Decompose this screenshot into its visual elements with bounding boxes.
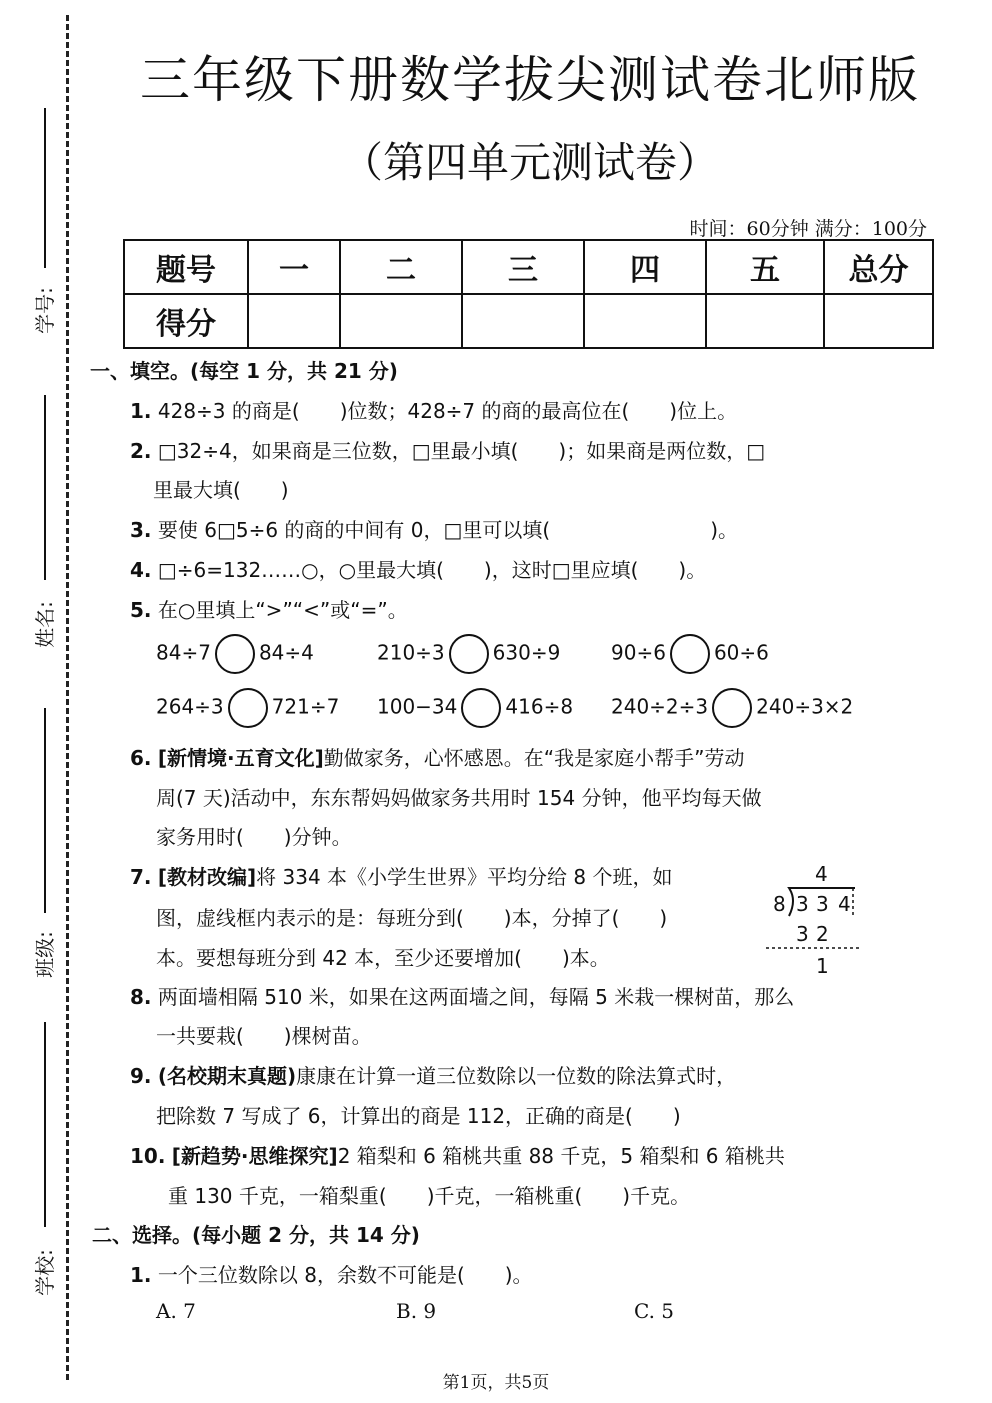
section1-title: 一、填空。(每空 1 分，共 21 分) [90, 359, 398, 383]
class-underline [44, 708, 46, 913]
table-cell: 四 [584, 240, 706, 294]
table-cell: 五 [706, 240, 824, 294]
score-table-header-row [124, 240, 933, 294]
division-dividend-digit: 4 [838, 892, 851, 916]
compare-circle[interactable] [215, 634, 255, 674]
question-9 [130, 1060, 736, 1089]
option-c[interactable]: C. 5 [634, 1299, 675, 1323]
question-5 [130, 594, 408, 623]
school-underline [44, 1022, 46, 1227]
question-text: □÷6=132……○，○里最大填( )，这时□里应填( )。 [157, 558, 707, 582]
compare-circle[interactable] [228, 688, 268, 728]
question-number: 8. [130, 985, 152, 1009]
question-text: 两面墙相隔 510 米，如果在这两面墙之间，每隔 5 米栽一棵树苗，那么 [157, 985, 795, 1009]
question-6 [130, 742, 745, 771]
compare-item [156, 688, 339, 728]
question-7-continued: 本。要想每班分到 42 本，至少还要增加( )本。 [156, 946, 610, 970]
question-7-continued: 图，虚线框内表示的是：每班分到( )本，分掉了( ) [156, 906, 668, 930]
compare-item [611, 688, 853, 728]
score-input-cell[interactable] [462, 294, 584, 348]
name-underline [44, 395, 46, 580]
question-10 [130, 1140, 785, 1169]
question-9-continued: 把除数 7 写成了 6，计算出的商是 112，正确的商是( ) [156, 1104, 681, 1128]
expression: 90÷6 [611, 640, 666, 665]
question-tag: [新趋势·思维探究] [171, 1144, 338, 1168]
question-6-continued: 周(7 天)活动中，东东帮妈妈做家务共用时 154 分钟，他平均每天做 [156, 786, 762, 810]
page-subtitle: （第四单元测试卷） [340, 138, 719, 187]
score-input-cell[interactable] [706, 294, 824, 348]
compare-circle[interactable] [449, 634, 489, 674]
expression: 84÷7 [156, 640, 211, 665]
question-10-continued: 重 130 千克，一箱梨重( )千克，一箱桃重( )千克。 [168, 1184, 691, 1208]
division-divisor: 8 [773, 892, 786, 916]
question-number: 4. [130, 558, 152, 582]
division-dividend-digit: 3 [796, 892, 809, 916]
score-input-cell[interactable] [340, 294, 462, 348]
division-subtract-digit: 2 [816, 922, 829, 946]
binding-dashed-line [66, 15, 69, 1380]
division-quotient: 4 [815, 862, 828, 886]
student-id-underline [44, 108, 46, 268]
compare-item [611, 634, 769, 674]
section2-title: 二、选择。(每小题 2 分，共 14 分) [92, 1223, 420, 1247]
question-tag: [教材改编] [157, 865, 257, 889]
question-6-continued: 家务用时( )分钟。 [156, 825, 352, 849]
question-tag: (名校期末真题) [157, 1064, 297, 1088]
question-text: 在○里填上“>”“<”或“=”。 [157, 598, 408, 622]
expression: 630÷9 [492, 640, 561, 665]
question-1 [130, 395, 737, 424]
option-b[interactable]: B. 9 [396, 1299, 437, 1323]
compare-circle[interactable] [712, 688, 752, 728]
question-text: 康康在计算一道三位数除以一位数的除法算式时， [296, 1064, 737, 1088]
compare-circle[interactable] [670, 634, 710, 674]
division-remainder: 1 [816, 954, 829, 978]
expression: 416÷8 [505, 694, 574, 719]
expression: 721÷7 [271, 694, 340, 719]
question-text: 一个三位数除以 8，余数不可能是( )。 [157, 1263, 533, 1287]
question-number: 5. [130, 598, 152, 622]
expression: 60÷6 [713, 640, 769, 665]
question-tag: [新情境·五育文化] [157, 746, 324, 770]
question-text: 要使 6□5÷6 的商的中间有 0，□里可以填( )。 [157, 518, 739, 542]
table-cell: 一 [248, 240, 340, 294]
score-input-cell[interactable] [824, 294, 933, 348]
choice-question-1 [130, 1259, 533, 1288]
question-4 [130, 554, 706, 583]
expression: 240÷2÷3 [611, 694, 709, 719]
expression: 100−34 [377, 694, 458, 719]
division-dividend-digit: 3 [816, 892, 829, 916]
question-text: 428÷3 的商是( )位数；428÷7 的商的最高位在( )位上。 [157, 399, 738, 423]
table-cell: 总分 [824, 240, 933, 294]
question-text: 2 箱梨和 6 箱桃共重 88 千克，5 箱梨和 6 箱桃共 [337, 1144, 785, 1168]
question-number: 1. [130, 399, 152, 423]
score-table [123, 239, 934, 349]
student-id-label: 学号: [32, 287, 57, 334]
question-8-continued: 一共要栽( )棵树苗。 [156, 1024, 372, 1048]
expression: 210÷3 [377, 640, 445, 665]
table-cell: 题号 [124, 240, 248, 294]
exam-meta: 时间：60分钟 满分：100分 [689, 218, 927, 240]
compare-item [156, 634, 314, 674]
question-3 [130, 514, 738, 543]
question-number: 9. [130, 1064, 152, 1088]
table-cell: 三 [462, 240, 584, 294]
compare-item [377, 634, 560, 674]
page-footer: 第1页，共5页 [442, 1373, 550, 1393]
table-cell: 二 [340, 240, 462, 294]
question-number: 2. [130, 439, 152, 463]
name-label: 姓名: [32, 601, 57, 648]
question-number: 6. [130, 746, 152, 770]
question-number: 3. [130, 518, 152, 542]
page-title: 三年级下册数学拔尖测试卷北师版 [140, 51, 920, 109]
class-label: 班级: [32, 931, 57, 978]
question-number: 7. [130, 865, 152, 889]
question-number: 1. [130, 1263, 152, 1287]
expression: 264÷3 [156, 694, 224, 719]
compare-item [377, 688, 573, 728]
question-text: 将 334 本《小学生世界》平均分给 8 个班，如 [256, 865, 673, 889]
question-2 [130, 435, 765, 464]
score-input-cell[interactable] [248, 294, 340, 348]
question-2-continued: 里最大填( ) [153, 478, 289, 502]
compare-circle[interactable] [461, 688, 501, 728]
school-label: 学校: [32, 1249, 57, 1296]
question-text: □32÷4，如果商是三位数，□里最小填( )；如果商是两位数，□ [157, 439, 766, 463]
question-text: 勤做家务，心怀感恩。在“我是家庭小帮手”劳动 [323, 746, 745, 770]
question-number: 10. [130, 1144, 166, 1168]
question-7 [130, 861, 672, 890]
question-8 [130, 981, 794, 1010]
division-rule [766, 946, 860, 950]
division-subtract-digit: 3 [796, 922, 809, 946]
score-input-cell[interactable] [584, 294, 706, 348]
table-cell: 得分 [124, 294, 248, 348]
expression: 84÷4 [258, 640, 314, 665]
option-a[interactable]: A. 7 [156, 1299, 196, 1323]
expression: 240÷3×2 [756, 694, 854, 719]
score-table-score-row [124, 294, 933, 348]
